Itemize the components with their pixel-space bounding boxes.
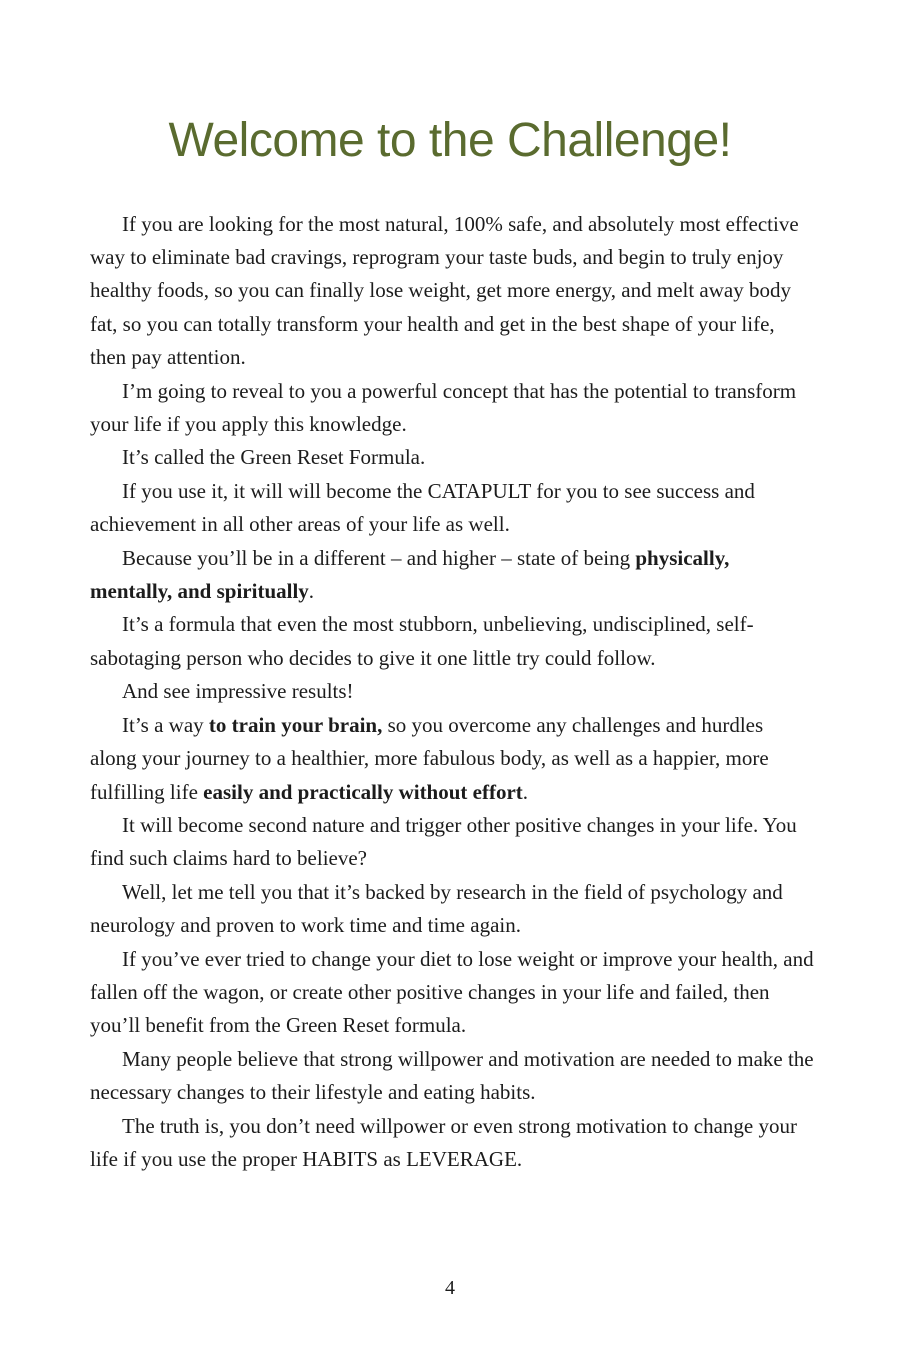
paragraph xyxy=(90,876,815,943)
paragraph xyxy=(90,608,815,675)
page-number: 4 xyxy=(445,1277,455,1299)
paragraph xyxy=(90,943,815,1043)
paragraph xyxy=(90,1043,815,1110)
text-segment: . xyxy=(308,579,315,604)
text-segment: If you’ve ever tried to change your diet to lose weight or improve your health, and fallen off the wagon, or create other positive changes in your life and failed, then you’ll benefit from the Green Reset formula. xyxy=(90,946,814,1038)
paragraph xyxy=(90,809,815,876)
bold-text-segment: physically, mentally, and spiritually xyxy=(90,545,730,604)
text-segment: It will become second nature and trigger other positive changes in your life. You find such claims hard to believe? xyxy=(90,812,797,871)
paragraph xyxy=(90,542,815,609)
text-segment: I’m going to reveal to you a powerful concept that has the potential to transform your life if you apply this knowledge. xyxy=(90,378,797,437)
text-segment: It’s a way xyxy=(122,712,209,737)
bold-text-segment: easily and practically without effort xyxy=(203,779,523,804)
text-segment: Well, let me tell you that it’s backed by research in the field of psychology and neurology and proven to work time and time again. xyxy=(90,879,783,938)
text-segment: It’s a formula that even the most stubborn, unbelieving, undisciplined, self-sabotaging person who decides to give it one little try could follow. xyxy=(90,612,754,670)
paragraph xyxy=(90,1110,815,1177)
text-segment: Many people believe that strong willpower and motivation are needed to make the necessary changes to their lifestyle and eating habits. xyxy=(90,1046,814,1105)
paragraph xyxy=(90,441,815,474)
text-segment: The truth is, you don’t need willpower or even strong motivation to change your life if you use the proper HABITS as LEVERAGE. xyxy=(90,1113,797,1171)
text-segment: . xyxy=(522,779,529,804)
paragraph xyxy=(90,475,815,542)
text-segment: so you overcome any challenges and hurdles along your journey to a healthier, more fabulous body, as well as a happier, more fulfilling life xyxy=(90,712,769,804)
text-segment: It’s called the Green Reset Formula. xyxy=(122,445,426,470)
text-segment: And see impressive results! xyxy=(122,679,354,704)
bold-text-segment: to train your brain, xyxy=(208,712,383,737)
chapter-title: Welcome to the Challenge! xyxy=(168,114,732,167)
text-segment: Because you’ll be in a different – and higher – state of being xyxy=(122,545,636,570)
paragraph xyxy=(90,709,815,809)
paragraph xyxy=(90,208,815,375)
body-text xyxy=(90,208,815,1177)
text-segment: If you are looking for the most natural, 100% safe, and absolutely most effective way to eliminate bad cravings, reprogram your taste buds, and begin to truly enjoy healthy foods, so you can finally lose weight, get more energy, and melt away body fat, so you can totally transform your health and get in the best shape of your life, then pay attention. xyxy=(90,211,799,370)
paragraph xyxy=(90,675,815,708)
paragraph xyxy=(90,375,815,442)
text-segment: If you use it, it will will become the CATAPULT for you to see success and achievement in all other areas of your life as well. xyxy=(90,478,755,537)
